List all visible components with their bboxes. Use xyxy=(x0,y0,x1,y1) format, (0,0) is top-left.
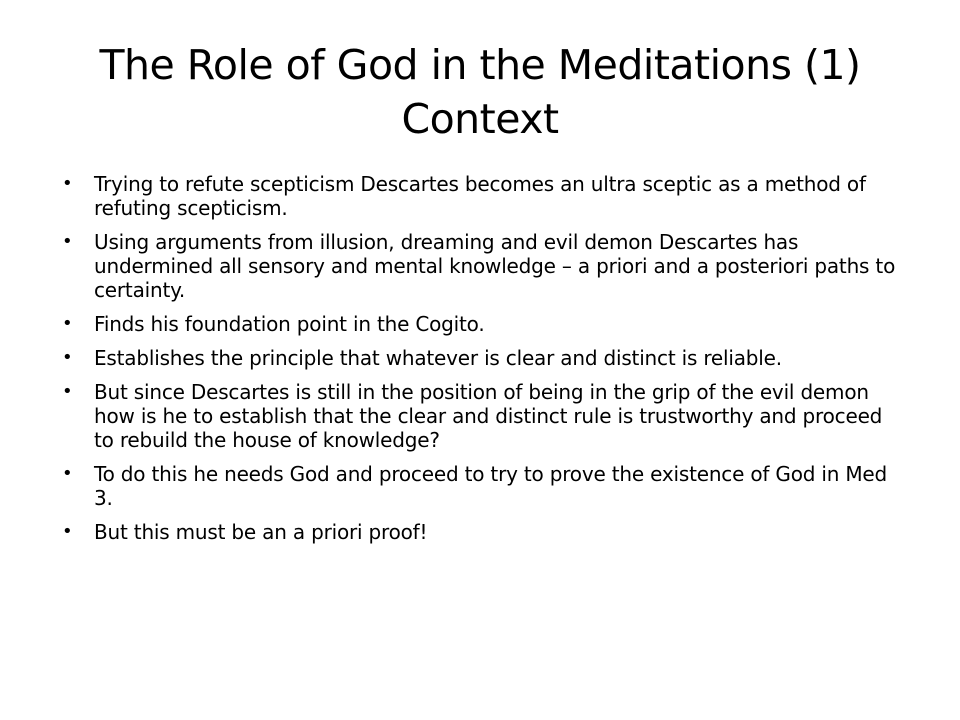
bullet-item xyxy=(62,230,902,302)
bullet-item xyxy=(62,380,902,452)
bullet-item xyxy=(62,462,902,510)
slide-title xyxy=(48,38,912,146)
bullet-item xyxy=(62,172,902,220)
bullet-item xyxy=(62,312,902,336)
bullet-dot-icon: • xyxy=(62,521,73,542)
bullet-item xyxy=(62,346,902,370)
slide-title-line-1: The Role of God in the Meditations (1) xyxy=(99,41,861,89)
bullet-dot-icon: • xyxy=(62,347,73,368)
bullet-text: Using arguments from illusion, dreaming and evil demon Descartes has undermined all sensory and mental knowledge – a priori and a posteriori paths to certainty. xyxy=(94,230,896,302)
bullet-text: To do this he needs God and proceed to try to prove the existence of God in Med 3. xyxy=(94,462,888,510)
bullet-text: Establishes the principle that whatever is clear and distinct is reliable. xyxy=(94,346,782,370)
bullet-text: Finds his foundation point in the Cogito. xyxy=(94,312,485,336)
slide-title-line-2: Context xyxy=(401,95,559,143)
bullet-dot-icon: • xyxy=(62,381,73,402)
bullet-list xyxy=(62,172,902,554)
bullet-text: But this must be an a priori proof! xyxy=(94,520,428,544)
bullet-text: But since Descartes is still in the position of being in the grip of the evil demon how is he to establish that the clear and distinct rule is trustworthy and proceed to rebuild the house of knowledge? xyxy=(94,380,883,452)
bullet-dot-icon: • xyxy=(62,313,73,334)
bullet-dot-icon: • xyxy=(62,231,73,252)
bullet-dot-icon: • xyxy=(62,463,73,484)
bullet-text: Trying to refute scepticism Descartes becomes an ultra sceptic as a method of refuting scepticism. xyxy=(94,172,866,220)
bullet-item xyxy=(62,520,902,544)
bullet-dot-icon: • xyxy=(62,173,73,194)
